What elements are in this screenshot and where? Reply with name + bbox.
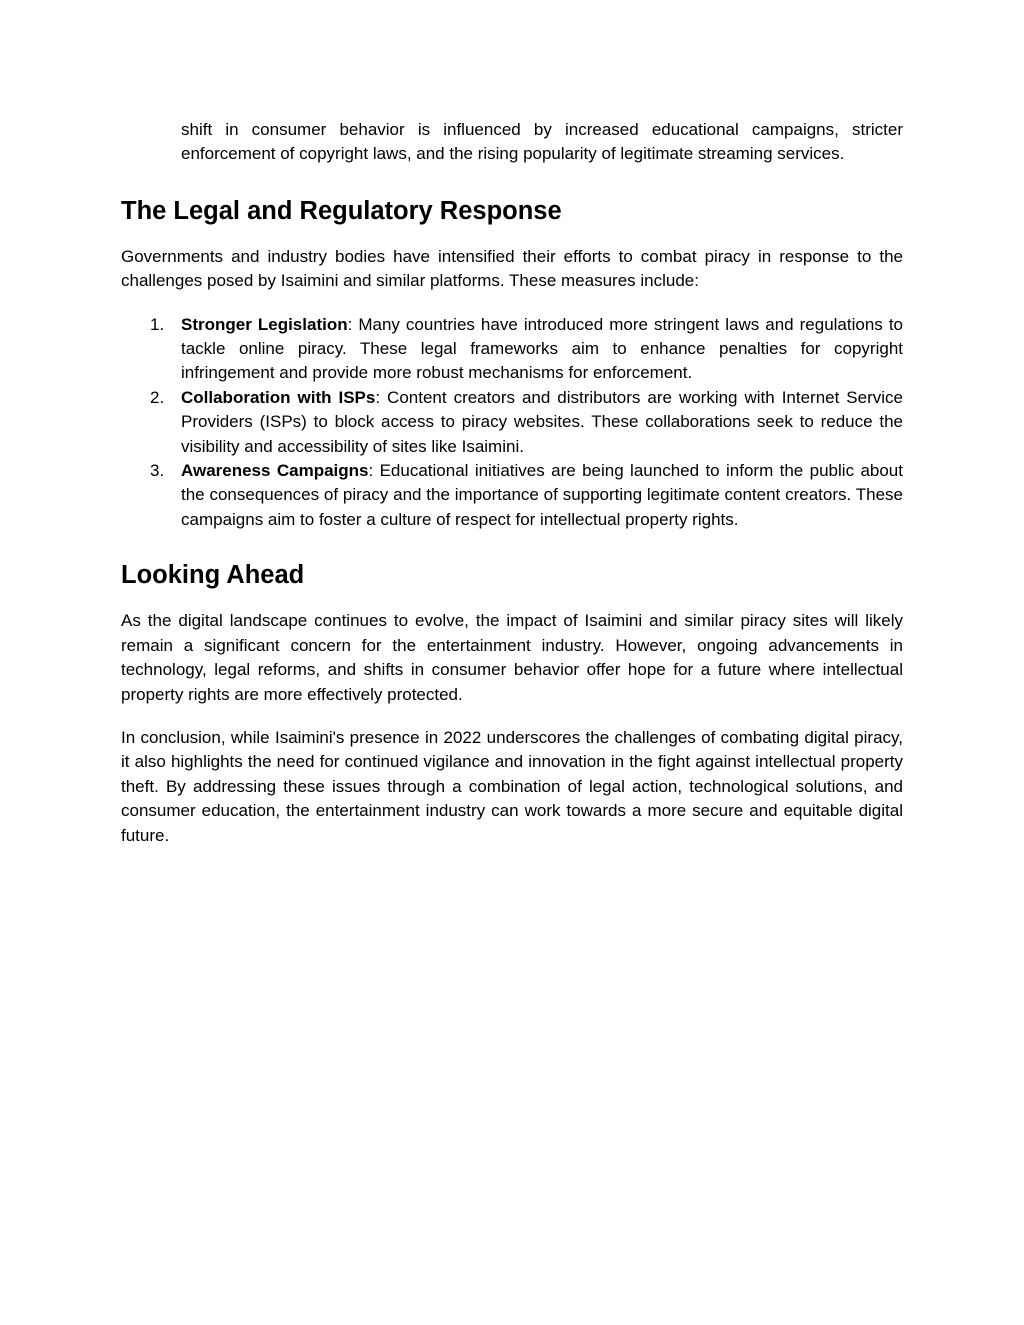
measures-list <box>121 313 903 533</box>
list-number: 1. <box>150 314 165 334</box>
conclusion-paragraph: In conclusion, while Isaimini's presence in 2022 underscores the challenges of combating digital piracy, it also highlights the need for continued vigilance and innovation in the fight against intellectual property theft. By addressing these issues through a combination of legal action, technological solutions, and consumer education, the entertainment industry can work towards a more secure and equitable digital future. <box>121 727 903 845</box>
list-number: 3. <box>150 461 165 481</box>
legal-intro-paragraph: Governments and industry bodies have intensified their efforts to combat piracy in response to the challenges posed by Isaimini and similar platforms. These measures include: <box>121 246 903 291</box>
list-text: : Content creators and distributors are working with Internet Service Providers (ISPs) to block access to piracy websites. These collaborations seek to reduce the visibility and accessibility of sites like Isaimini. <box>181 387 903 456</box>
list-number: 2. <box>150 387 165 407</box>
list-item <box>121 459 903 532</box>
list-item <box>121 386 903 459</box>
document-body <box>121 118 903 867</box>
continued-paragraph: shift in consumer behavior is influenced by increased educational campaigns, stricter enforcement of copyright laws, and the rising popularity of legitimate streaming services. <box>181 120 903 164</box>
section-heading-legal: The Legal and Regulatory Response <box>121 196 562 225</box>
list-term: Awareness Campaigns <box>181 461 369 481</box>
list-item <box>121 313 903 386</box>
section-heading-looking-ahead: Looking Ahead <box>121 561 305 590</box>
looking-ahead-paragraph: As the digital landscape continues to evolve, the impact of Isaimini and similar piracy sites will likely remain a significant concern for the entertainment industry. However, ongoing advancements in technology, legal reforms, and shifts in consumer behavior offer hope for a future where intellectual property rights are more effectively protected. <box>121 611 903 704</box>
list-text: : Educational initiatives are being launched to inform the public about the consequences of piracy and the importance of supporting legitimate content creators. These campaigns aim to foster a culture of respect for intellectual property rights. <box>181 461 903 529</box>
list-term: Collaboration with ISPs <box>181 387 376 407</box>
list-term: Stronger Legislation <box>181 314 348 334</box>
list-text: : Many countries have introduced more stringent laws and regulations to tackle online piracy. These legal frameworks aim to enhance penalties for copyright infringement and provide more robust mechanisms for enforcement. <box>181 314 903 383</box>
